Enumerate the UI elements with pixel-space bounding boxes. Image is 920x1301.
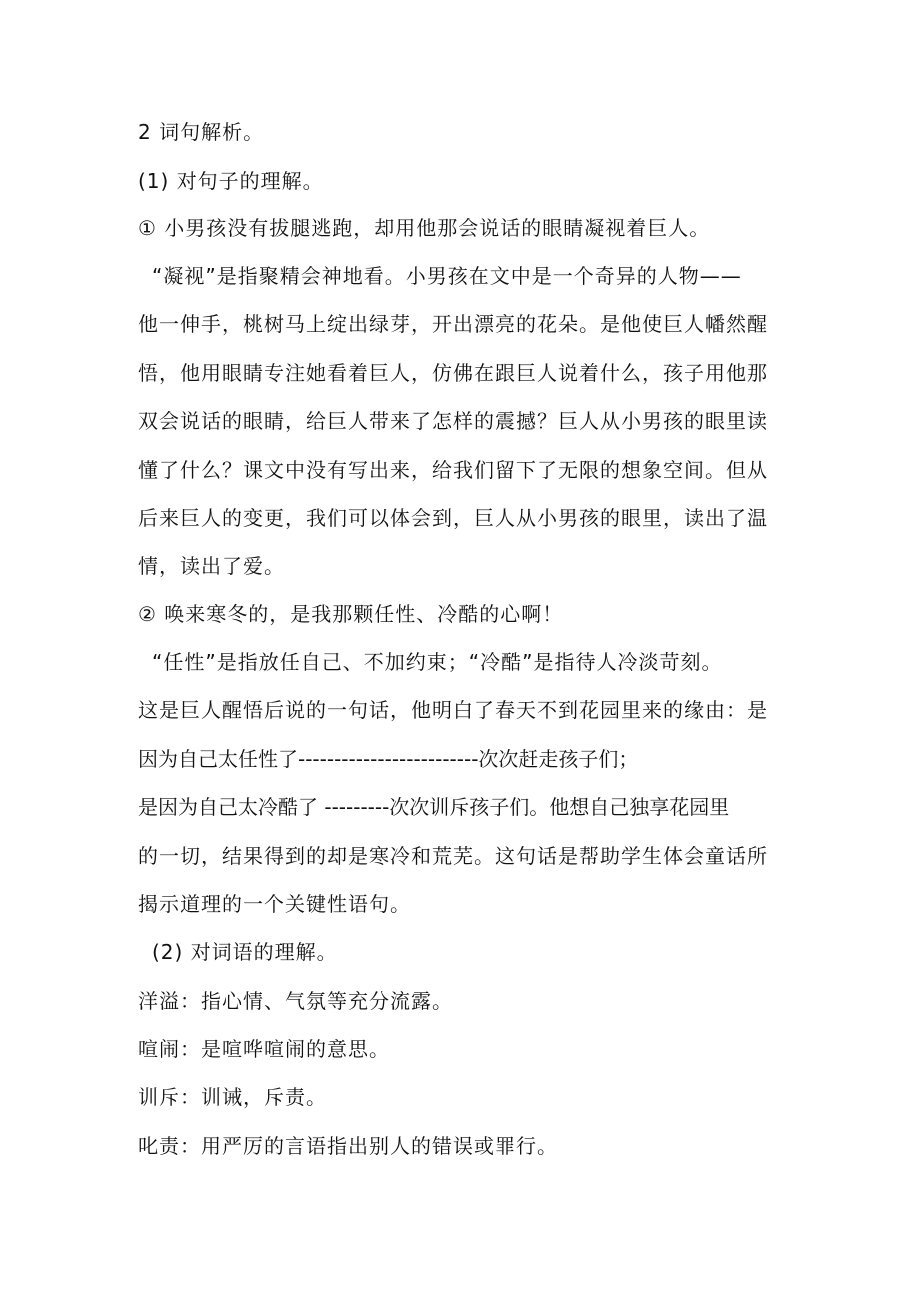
word-definition: 洋溢：指心情、气氛等充分流露。 xyxy=(138,989,453,1013)
paragraph-line: 这是巨人醒悟后说的一句话，他明白了春天不到花园里来的缘由：是 xyxy=(138,698,768,722)
paragraph-line: 因为自己太任性了-------------------------次次赶走孩子们； xyxy=(138,747,639,771)
quoted-sentence-2: ② 唤来寒冬的，是我那颗任性、冷酷的心啊！ xyxy=(138,602,564,626)
paragraph-line: 的一切，结果得到的却是寒冷和荒芜。这句话是帮助学生体会童话所 xyxy=(138,844,768,868)
word-definition: 训斥：训诫，斥责。 xyxy=(138,1085,327,1109)
paragraph-line: 后来巨人的变更，我们可以体会到，巨人从小男孩的眼里，读出了温 xyxy=(138,506,768,530)
subsection-words: (2) 对词语的理解。 xyxy=(152,940,338,964)
paragraph-line: 悟，他用眼睛专注她看着巨人，仿佛在跟巨人说着什么，孩子用他那 xyxy=(138,361,768,385)
paragraph-line: 懂了什么？课文中没有写出来，给我们留下了无限的想象空间。但从 xyxy=(138,458,768,482)
section-heading: 2 词句解析。 xyxy=(138,120,265,144)
subsection-sentences: (1) 对句子的理解。 xyxy=(138,169,324,193)
paragraph-line: 双会说话的眼睛，给巨人带来了怎样的震撼？巨人从小男孩的眼里读 xyxy=(138,409,768,433)
paragraph-line: 情，读出了爱。 xyxy=(138,554,285,578)
word-definition: 叱责：用严厉的言语指出别人的错误或罪行。 xyxy=(138,1134,558,1158)
paragraph-line: 揭示道理的一个关键性语句。 xyxy=(138,892,411,916)
quoted-sentence-1: ① 小男孩没有拔腿逃跑，却用他那会说话的眼睛凝视着巨人。 xyxy=(138,216,711,240)
paragraph-line: 他一伸手，桃树马上绽出绿芽，开出漂亮的花朵。是他使巨人幡然醒 xyxy=(138,312,768,336)
paragraph-line: “凝视”是指聚精会神地看。小男孩在文中是一个奇异的人物—— xyxy=(152,264,742,288)
paragraph-line: 是因为自己太冷酷了 ---------次次训斥孩子们。他想自己独享花园里 xyxy=(138,795,730,819)
word-definition: 喧闹：是喧哗喧闹的意思。 xyxy=(138,1037,390,1061)
paragraph-line: “任性”是指放任自己、不加约束；“冷酷”是指待人冷淡苛刻。 xyxy=(152,650,723,674)
